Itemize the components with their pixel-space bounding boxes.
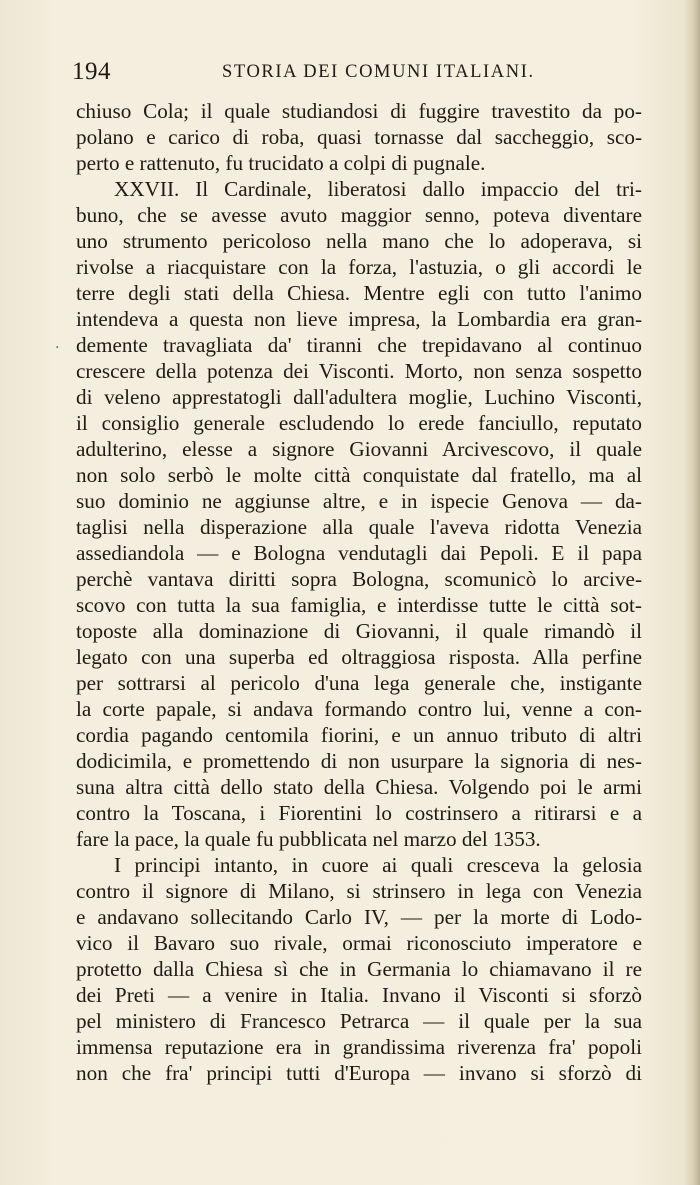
text-line: chiuso Cola; il quale studiandosi di fuggire travestito da po-	[76, 99, 642, 123]
running-title: STORIA DEI COMUNI ITALIANI.	[222, 62, 535, 82]
text-line: la corte papale, si andava formando contro lui, venne a con-	[76, 697, 642, 721]
text-line: perto e rattenuto, fu trucidato a colpi di pugnale.	[76, 151, 486, 175]
text-line: demente travagliata da' tiranni che trepidavano al continuo	[76, 333, 642, 357]
text-line: intendeva a questa non lieve impresa, la Lombardia era gran-	[76, 307, 642, 331]
text-line: scovo con tutta la sua famiglia, e interdisse tutte le città sot-	[76, 593, 642, 617]
text-line: dei Preti — a venire in Italia. Invano il Visconti si sforzò	[76, 983, 642, 1007]
paragraph-start-line: XXVII. Il Cardinale, liberatosi dallo impaccio del tri-	[114, 177, 642, 201]
text-line: suna altra città dello stato della Chiesa. Volgendo poi le armi	[76, 775, 642, 799]
text-line: assediandola — e Bologna vendutagli dai Pepoli. E il papa	[76, 541, 642, 565]
page-edge-shadow	[684, 0, 700, 1185]
paragraph-start-line: I principi intanto, in cuore ai quali cresceva la gelosia	[114, 853, 642, 877]
text-line: immensa reputazione era in grandissima riverenza fra' popoli	[76, 1035, 642, 1059]
text-line: taglisi nella disperazione alla quale l'aveva ridotta Venezia	[76, 515, 642, 539]
text-line: pel ministero di Francesco Petrarca — il quale per la sua	[76, 1009, 642, 1033]
body-text	[76, 98, 642, 1086]
text-line: non che fra' principi tutti d'Europa — invano si sforzò di	[76, 1061, 642, 1085]
text-line: legato con una superba ed oltraggiosa risposta. Alla perfine	[76, 645, 642, 669]
page-header	[72, 58, 662, 92]
text-line: non solo serbò le molte città conquistate dal fratello, ma al	[76, 463, 642, 487]
text-line: protetto dalla Chiesa sì che in Germania lo chiamavano il re	[76, 957, 642, 981]
text-line: crescere della potenza dei Visconti. Morto, non senza sospetto	[76, 359, 642, 383]
text-line: per sottrarsi al pericolo d'una lega generale che, instigante	[76, 671, 642, 695]
text-line: toposte alla dominazione di Giovanni, il quale rimandò il	[76, 619, 642, 643]
text-line: uno strumento pericoloso nella mano che lo adoperava, si	[76, 229, 642, 253]
margin-mark: ·	[55, 340, 60, 356]
text-line: adulterino, elesse a signore Giovanni Arcivescovo, il quale	[76, 437, 642, 461]
text-line: il consiglio generale escludendo lo erede fanciullo, reputato	[76, 411, 642, 435]
text-line: rivolse a riacquistare con la forza, l'astuzia, o gli accordi le	[76, 255, 642, 279]
text-line: fare la pace, la quale fu pubblicata nel marzo del 1353.	[76, 827, 541, 851]
text-line: buno, che se avesse avuto maggior senno, poteva diventare	[76, 203, 642, 227]
page-number: 194	[72, 58, 111, 85]
text-line: contro la Toscana, i Fiorentini lo costrinsero a ritirarsi e a	[76, 801, 642, 825]
text-line: polano e carico di roba, quasi tornasse dal saccheggio, sco-	[76, 125, 642, 149]
text-line: suo dominio ne aggiunse altre, e in ispecie Genova — da-	[76, 489, 642, 513]
text-line: e andavano sollecitando Carlo IV, — per la morte di Lodo-	[76, 905, 642, 929]
text-line: dodicimila, e promettendo di non usurpare la signoria di nes-	[76, 749, 642, 773]
text-line: contro il signore di Milano, si strinsero in lega con Venezia	[76, 879, 642, 903]
text-line: cordia pagando centomila fiorini, e un annuo tributo di altri	[76, 723, 642, 747]
text-line: vico il Bavaro suo rivale, ormai riconosciuto imperatore e	[76, 931, 642, 955]
text-line: di veleno apprestatogli dall'adultera moglie, Luchino Visconti,	[76, 385, 642, 409]
text-line: perchè vantava diritti sopra Bologna, scomunicò lo arcive-	[76, 567, 642, 591]
text-line: terre degli stati della Chiesa. Mentre egli con tutto l'animo	[76, 281, 642, 305]
